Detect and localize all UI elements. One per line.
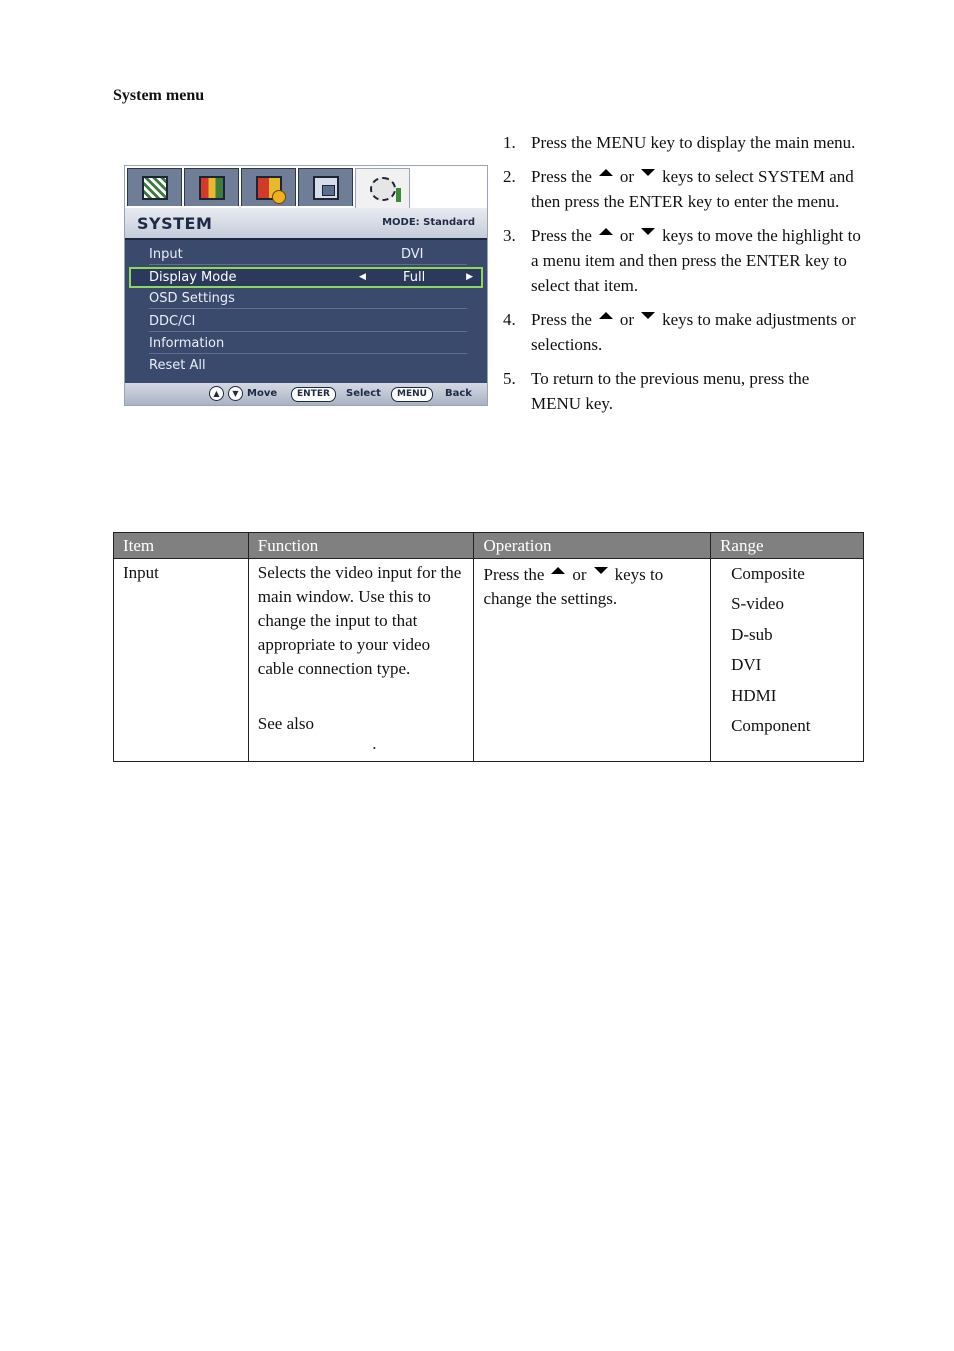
column-header-range: Range (711, 533, 864, 559)
step-5 (503, 366, 863, 416)
step-text: keys to select (662, 167, 758, 186)
step-text: keys to make adjustments or selections. (531, 310, 856, 354)
osd-item-input[interactable] (149, 246, 467, 265)
pip-icon (313, 176, 339, 200)
range-option: HDMI (731, 685, 777, 705)
step-text: or (619, 226, 635, 245)
step-text: or (619, 167, 635, 186)
osd-titlebar (125, 208, 487, 240)
osd-tab-system[interactable] (355, 168, 410, 208)
key-name: ENTER (628, 192, 684, 211)
chevron-right-icon[interactable]: ▶ (466, 272, 473, 282)
osd-item-ddc-ci[interactable] (149, 313, 467, 332)
osd-item-information[interactable] (149, 335, 467, 354)
step-1 (503, 130, 863, 155)
see-also-dot: . (372, 734, 377, 753)
osd-tab-picture[interactable] (127, 168, 182, 206)
up-arrow-icon (599, 228, 613, 235)
osd-tab-bar (125, 166, 488, 208)
chevron-left-icon[interactable]: ◀ (359, 272, 366, 282)
step-number: 3. (503, 226, 516, 245)
function-cell (248, 559, 474, 762)
footer-move-label: Move (247, 388, 278, 399)
step-text: Press the (531, 167, 592, 186)
step-text: key to select that item. (531, 251, 847, 295)
gear-icon (370, 177, 396, 201)
step-number: 4. (503, 310, 516, 329)
down-arrow-icon (594, 567, 608, 574)
range-cell (711, 559, 864, 762)
down-arrow-icon (641, 169, 655, 176)
osd-item-label: Display Mode (149, 270, 237, 285)
step-text: Press the (531, 226, 592, 245)
step-text: key. (581, 394, 614, 413)
step-number: 5. (503, 369, 516, 388)
osd-item-label: Information (149, 336, 225, 351)
down-arrow-icon (641, 228, 655, 235)
range-option: Composite (731, 564, 805, 583)
step-text: and then press the (531, 167, 854, 211)
operation-text: or (572, 565, 587, 584)
picture-advanced-icon (256, 176, 282, 200)
table-row (114, 559, 864, 762)
menu-key-badge: MENU (391, 387, 433, 402)
key-name: SYSTEM (757, 167, 826, 186)
step-text: key to enter the menu. (683, 192, 840, 211)
instruction-steps (503, 130, 863, 425)
item-cell: Input (114, 559, 249, 762)
range-option: DVI (731, 655, 762, 675)
column-header-operation: Operation (474, 533, 711, 559)
step-number: 1. (503, 133, 516, 152)
column-header-item: Item (114, 533, 249, 559)
osd-menu-screenshot (124, 165, 488, 406)
operation-cell (474, 559, 711, 762)
up-arrow-icon (551, 567, 565, 574)
step-text: key to display the main menu. (646, 133, 856, 152)
step-3 (503, 223, 863, 298)
range-option: Component (731, 716, 811, 736)
up-arrow-icon: ▲ (209, 386, 224, 401)
step-text: To return to the previous menu, press the (531, 369, 810, 388)
footer-back-label: Back (445, 388, 472, 399)
up-arrow-icon (599, 312, 613, 319)
osd-item-label: OSD Settings (149, 291, 235, 306)
operation-text: keys to change the settings. (483, 565, 664, 608)
enter-key-badge: ENTER (291, 387, 336, 402)
section-heading: System menu (113, 87, 205, 104)
osd-item-value: DVI (401, 247, 424, 262)
picture-icon (142, 176, 168, 200)
see-also-text: See also (257, 714, 314, 733)
step-text: Press the (531, 133, 597, 152)
step-4 (503, 307, 863, 357)
osd-item-label: Reset All (149, 358, 206, 373)
osd-item-label: DDC/CI (149, 314, 196, 329)
function-text: Selects the video input for the main window. Use this to change the input to that appropriate to your video cable connection type. (257, 563, 462, 678)
range-list (720, 559, 854, 741)
range-option: D-sub (731, 624, 773, 644)
color-icon (199, 176, 225, 200)
range-option: S-video (731, 594, 784, 614)
osd-tab-color[interactable] (184, 168, 239, 206)
down-arrow-icon: ▼ (228, 386, 243, 401)
key-name: MENU (596, 133, 647, 152)
step-number: 2. (503, 167, 516, 186)
osd-item-label: Input (149, 247, 183, 262)
footer-select-label: Select (346, 388, 381, 399)
up-arrow-icon (599, 169, 613, 176)
osd-tab-picture-advanced[interactable] (241, 168, 296, 206)
column-header-function: Function (248, 533, 474, 559)
osd-mode: MODE: Standard (382, 217, 475, 228)
osd-title: SYSTEM (137, 214, 213, 233)
osd-tab-pip[interactable] (298, 168, 353, 206)
operation-text: Press the (483, 565, 545, 584)
osd-footer (125, 383, 487, 405)
key-name: MENU (531, 394, 582, 413)
step-text: keys to move the highlight to a menu item and then press the (531, 226, 861, 270)
step-text: or (619, 310, 635, 329)
table-header-row (114, 533, 864, 559)
system-menu-table (113, 532, 864, 762)
osd-item-display-mode[interactable] (129, 267, 483, 288)
osd-item-reset-all[interactable] (149, 357, 467, 375)
osd-item-value: Full (403, 270, 426, 285)
step-2 (503, 164, 863, 214)
osd-item-osd-settings[interactable] (149, 290, 467, 309)
down-arrow-icon (641, 312, 655, 319)
step-text: Press the (531, 310, 592, 329)
key-name: ENTER (745, 251, 801, 270)
